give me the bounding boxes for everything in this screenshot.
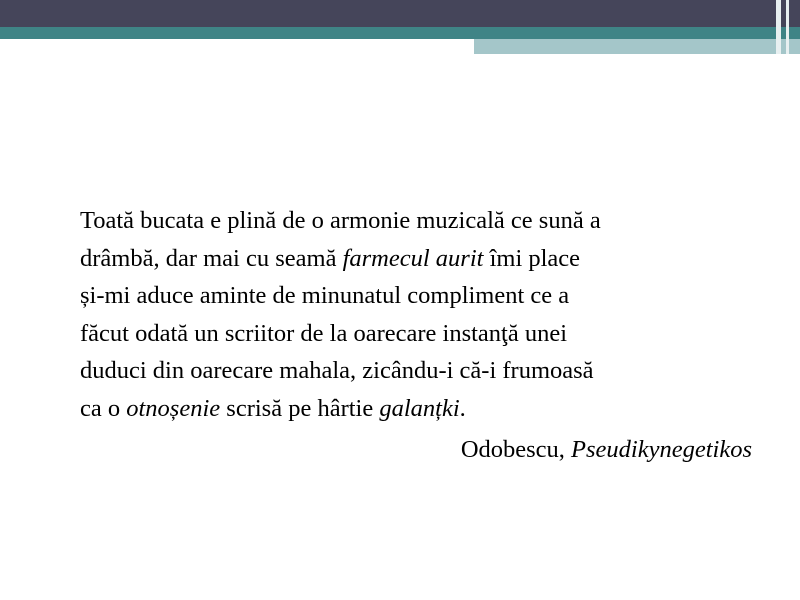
italic-word: otnoșenie	[126, 394, 221, 422]
header-bar-dark	[0, 0, 800, 27]
quote-line-1: Toată bucata e plină de o armonie muzicală ce sună a	[80, 207, 601, 234]
attribution-work: Pseudikynegetikos	[571, 436, 752, 463]
quote-line-4: făcut odată un scriitor de la oarecare instanţă unei	[80, 319, 568, 347]
italic-word: galanțki	[379, 394, 460, 422]
quote-line-2: drâmbă, dar mai cu seamă farmecul aurit îmi place	[80, 244, 581, 272]
attribution-author: Odobescu,	[460, 436, 572, 463]
quote-line-6: ca o otnoșenie scrisă pe hârtie galanțki.	[80, 394, 466, 422]
quote-line-5: duduci din oarecare mahala, zicându-i că-i frumoasă	[80, 357, 594, 384]
header-stripe	[776, 0, 781, 54]
attribution	[461, 431, 752, 469]
header-bar-light	[474, 39, 800, 54]
italic-phrase: farmecul aurit	[342, 244, 484, 272]
header-stripe	[786, 0, 789, 54]
quote-text	[80, 202, 760, 427]
quote-line-3: și-mi aduce aminte de minunatul compliment ce a	[80, 282, 570, 309]
header-bar-teal	[0, 27, 800, 39]
